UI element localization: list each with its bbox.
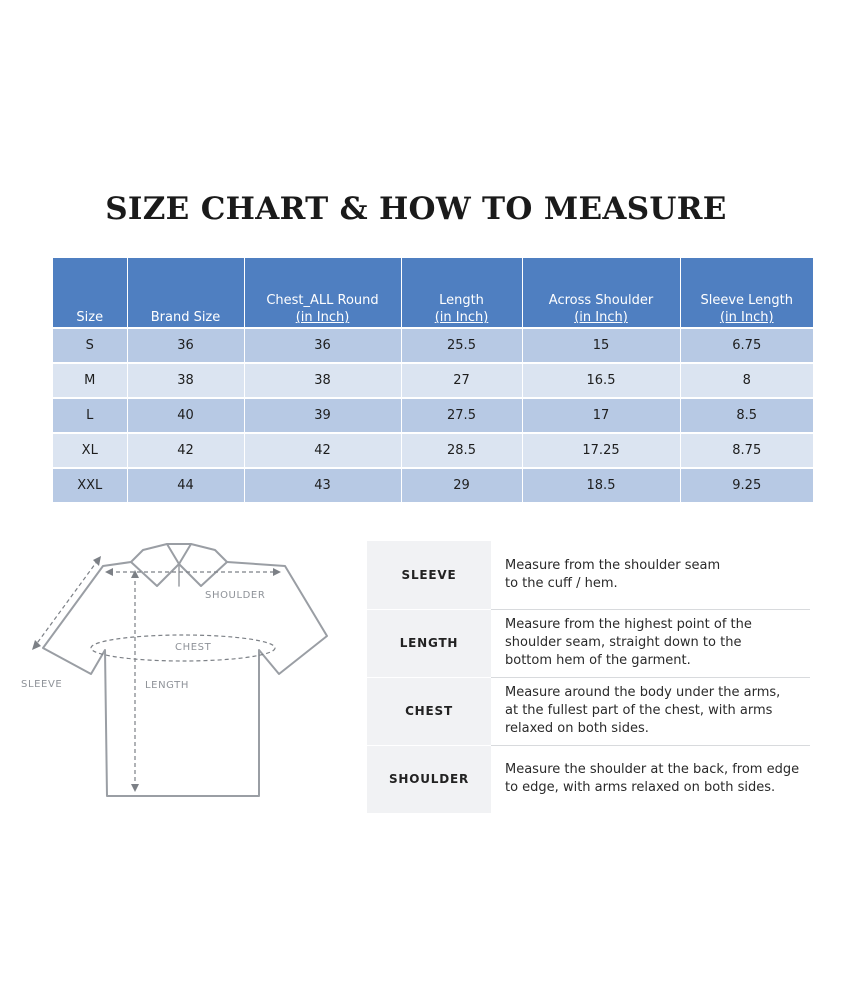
table-row [53,363,813,398]
shirt-collar-inner [167,544,191,564]
cell-size: L [53,398,127,433]
page-title: SIZE CHART & HOW TO MEASURE [105,191,727,227]
cell-across-shoulder: 16.5 [522,363,680,398]
shirt-measurement-diagram [15,540,335,810]
guide-desc-chest: Measure around the body under the arms, at the fullest part of the chest, with arms relaxed on both sides. [491,677,810,745]
header-across-shoulder: Across Shoulder (in Inch) [522,258,680,328]
cell-chest: 36 [244,328,401,363]
header-brand-size: Brand Size [127,258,244,328]
size-chart-header-row [53,258,813,328]
cell-brand-size: 38 [127,363,244,398]
cell-across-shoulder: 15 [522,328,680,363]
measure-guide-table [367,541,810,813]
guide-row [367,541,810,609]
length-arrow-top-icon [131,570,139,578]
cell-brand-size: 44 [127,468,244,502]
sleeve-arrow-top-icon [93,556,101,566]
guide-row [367,745,810,813]
guide-desc-sleeve: Measure from the shoulder seam to the cuff / hem. [505,557,721,591]
cell-length: 27.5 [401,398,522,433]
cell-length: 27 [401,363,522,398]
cell-size: M [53,363,127,398]
diagram-label-length: LENGTH [145,680,189,691]
cell-size: XXL [53,468,127,502]
guide-row [367,609,810,677]
guide-row [367,677,810,745]
guide-term-chest: CHEST [367,677,491,745]
diagram-label-chest: CHEST [175,642,212,653]
cell-sleeve-length: 9.25 [680,468,813,502]
cell-chest: 38 [244,363,401,398]
cell-chest: 43 [244,468,401,502]
cell-sleeve-length: 6.75 [680,328,813,363]
cell-brand-size: 36 [127,328,244,363]
shoulder-arrow-right-icon [273,568,281,576]
size-chart-table [53,258,813,502]
cell-sleeve-length: 8 [680,363,813,398]
cell-across-shoulder: 17 [522,398,680,433]
diagram-label-sleeve: SLEEVE [21,679,63,690]
header-sleeve-length: Sleeve Length (in Inch) [680,258,813,328]
table-row [53,468,813,502]
cell-chest: 42 [244,433,401,468]
shirt-body-outline [43,562,327,796]
diagram-label-shoulder: SHOULDER [205,590,266,601]
cell-length: 25.5 [401,328,522,363]
header-length: Length (in Inch) [401,258,522,328]
length-arrow-bottom-icon [131,784,139,792]
table-row [53,433,813,468]
table-row [53,398,813,433]
cell-brand-size: 40 [127,398,244,433]
guide-term-sleeve: SLEEVE [367,541,491,609]
guide-term-length: LENGTH [367,609,491,677]
cell-size: XL [53,433,127,468]
cell-size: S [53,328,127,363]
cell-chest: 39 [244,398,401,433]
cell-sleeve-length: 8.5 [680,398,813,433]
cell-sleeve-length: 8.75 [680,433,813,468]
guide-term-shoulder: SHOULDER [367,745,491,813]
header-chest: Chest_ALL Round (in Inch) [244,258,401,328]
cell-length: 29 [401,468,522,502]
cell-across-shoulder: 17.25 [522,433,680,468]
table-row [53,328,813,363]
sleeve-measure-line [35,560,98,646]
cell-length: 28.5 [401,433,522,468]
guide-desc-length: Measure from the highest point of the shoulder seam, straight down to the bottom hem of the garment. [491,609,810,677]
header-size: Size [53,258,127,328]
shoulder-arrow-left-icon [105,568,113,576]
cell-brand-size: 42 [127,433,244,468]
cell-across-shoulder: 18.5 [522,468,680,502]
guide-desc-shoulder: Measure the shoulder at the back, from edge to edge, with arms relaxed on both sides. [491,745,810,813]
sleeve-arrow-bottom-icon [32,640,41,650]
